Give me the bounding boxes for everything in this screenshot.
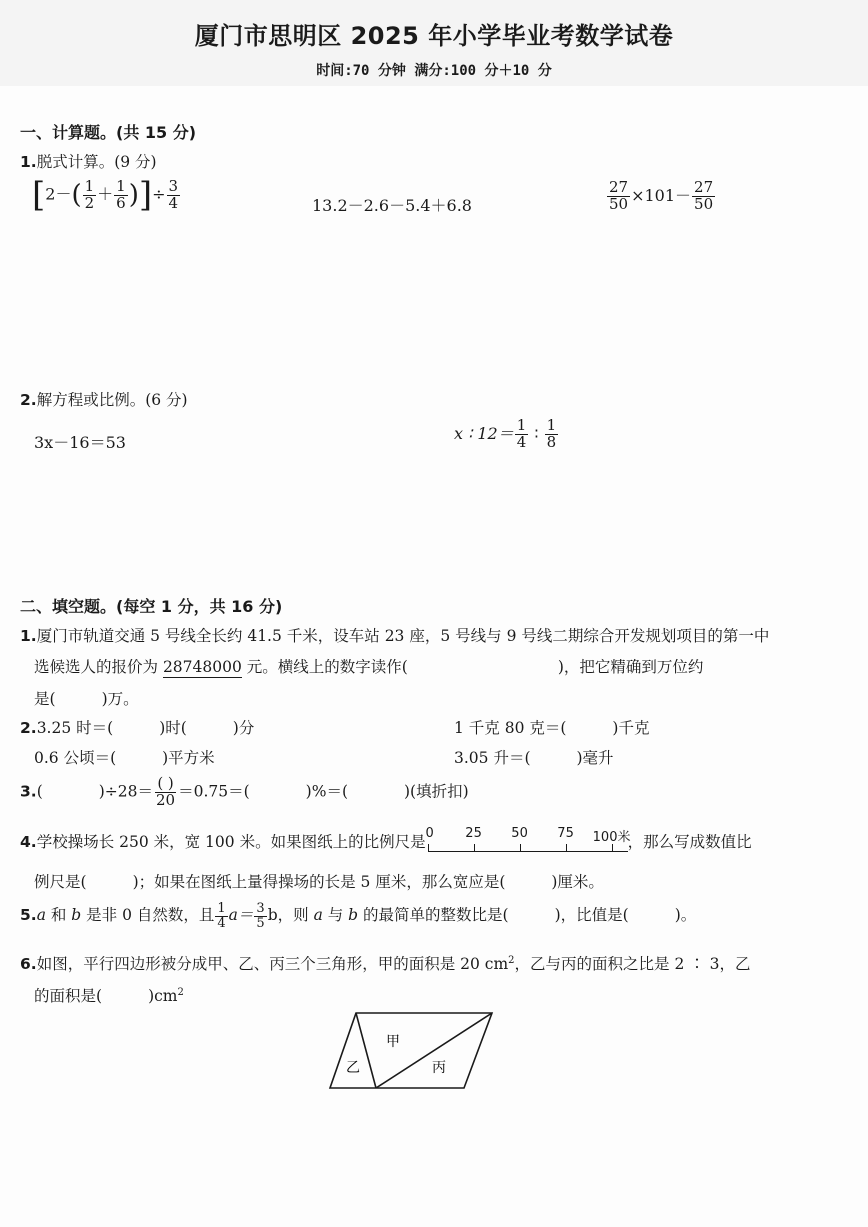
expr-a-lead: 2－ [45,184,72,204]
s2-q4-line2 [34,870,604,892]
s1-q2-eq-b [454,418,559,451]
text: a＝ [228,906,254,925]
text: )万。 [101,690,139,708]
text: 3.05 升＝( [454,749,531,767]
fraction [515,418,529,451]
s2-q1-text: 厦门市轨道交通 5 号线全长约 41.5 千米，设车站 23 座，5 号线与 9 号线二期综合开发规划项目的第一中 [36,627,770,645]
exam-info: 时间:70 分钟 满分:100 分＋10 分 [316,63,552,79]
frac-num: 1 [84,176,95,195]
ruler-tick [428,844,429,852]
fraction [167,176,181,212]
text: 和 [45,906,72,925]
s1-q1-text: 脱式计算。(9 分) [36,153,157,171]
label-jia: 甲 [386,1034,400,1050]
s2-q1-line2 [34,655,703,677]
frac-den: 2 [84,193,95,212]
frac-den: 4 [168,193,179,212]
s1-q2-num: 2. [20,391,37,409]
ruler-line [428,851,628,852]
frac-den: 50 [609,194,629,213]
text: ＝0.75＝( [178,782,250,801]
frac-den: 6 [116,193,126,212]
scale-ruler [425,826,631,860]
right-paren: ) [128,180,139,210]
section2-heading: 二、填空题。(每空 1 分，共 16 分) [20,597,283,616]
text: b，则 [267,906,314,925]
s1-q1-expr-a [32,175,181,215]
text: )cm [148,987,178,1005]
var-a: a [313,906,323,925]
ruler-tick [474,844,475,852]
s1-q1-num: 1. [20,153,37,171]
text: )分 [232,719,255,737]
frac-num: 1 [546,416,557,434]
fraction [114,176,128,212]
fraction [83,176,97,212]
s2-q2-b [454,716,649,738]
text: ( [36,782,43,801]
text: ，乙与丙的面积之比是 2 ∶ 3，乙 [514,955,751,973]
s2-q5 [20,902,696,930]
frac-num: 1 [116,176,126,195]
text: 选候选人的报价为 [34,658,163,676]
var-a: a [36,906,46,925]
frac-den: 50 [694,194,714,213]
ruler-label: 75 [557,826,574,841]
s2-q2-d [454,746,614,768]
s1-q2-text: 解方程或比例。(6 分) [36,391,188,409]
fraction [215,902,227,930]
s2-q6-line1 [20,952,751,974]
text: )。 [674,906,697,925]
superscript: 2 [177,986,184,998]
text: )÷28＝ [98,782,154,801]
s2-q2-a [20,716,254,738]
frac-den: 5 [256,915,265,931]
s2-q4-line1 [20,826,752,860]
s1-q2-eq-a: 3x－16＝53 [34,433,126,452]
s1-q1-title [20,150,157,172]
parallelogram-figure [326,1010,496,1092]
diagonal-line [376,1013,492,1088]
plus-sign: ＋ [97,184,114,204]
s1-q2-title [20,388,188,410]
s2-q1-line3 [34,687,139,709]
left-paren: ( [71,180,82,210]
s1-q1-expr-b: 13.2－2.6－5.4＋6.8 [312,196,472,215]
frac-den: 4 [516,432,527,451]
s2-q4-num: 4. [20,833,37,851]
text: )，比值是( [554,906,629,925]
s2-q6-num: 6. [20,955,37,973]
ruler-tick [520,844,521,852]
text: )%＝( [305,782,348,801]
s2-q6-line2 [34,984,184,1006]
text: ，那么写成数值比 [627,833,752,851]
text: )；如果在图纸上量得操场的长是 5 厘米，那么宽应是( [132,873,506,891]
s2-q3-num: 3. [20,782,37,801]
var-b: b [348,906,359,925]
text: 的面积是( [34,987,103,1005]
fraction [254,902,266,930]
text: )平方米 [162,749,215,767]
frac-den: 8 [546,432,557,451]
left-bracket: [ [32,175,46,215]
frac-den: 20 [156,790,176,809]
expr-c-mid: ×101－ [631,185,692,205]
text: 是( [34,690,56,708]
text: 与 [322,906,349,925]
text: 1 千克 80 克＝( [454,719,567,737]
s2-q5-num: 5. [20,906,37,925]
underlined-number: 28748000 [162,658,242,676]
s1-q1-expr-c [606,180,716,213]
text: 3.25 时＝( [36,719,114,737]
frac-num: 1 [217,901,226,916]
text: )毫升 [576,749,614,767]
div-sign: ÷ [152,184,166,204]
s2-q2-c [34,746,215,768]
text: 元。横线上的数字读作( [241,658,408,676]
frac-num-blank[interactable]: ( ) [157,774,174,792]
page-title: 厦门市思明区 2025 年小学毕业考数学试卷 [194,22,674,50]
parallelogram-outline [330,1013,492,1088]
fraction [154,776,177,809]
text: 如图，平行四边形被分成甲、乙、丙三个三角形，甲的面积是 20 cm [36,955,509,973]
frac-num: 3 [168,176,179,195]
text: )厘米。 [551,873,604,891]
text: 是非 0 自然数，且 [81,906,215,925]
ruler-tick [612,844,613,852]
frac-num: 27 [609,178,629,196]
fraction [607,180,630,213]
fraction [692,180,715,213]
text: )千克 [612,719,650,737]
text: 例尺是( [34,873,87,891]
label-yi: 乙 [346,1060,360,1076]
right-bracket: ] [138,175,153,215]
s2-q1-num: 1. [20,627,37,645]
ruler-tick [566,844,567,852]
ruler-label: 25 [465,826,482,841]
divider-line [356,1013,376,1088]
text: 学校操场长 250 米，宽 100 米。如果图纸上的比例尺是 [36,833,426,851]
text: 0.6 公顷＝( [34,749,117,767]
text: 的最简单的整数比是( [358,906,509,925]
label-bing: 丙 [432,1060,446,1076]
text: )(填折扣) [404,782,469,801]
frac-num: 3 [256,901,265,916]
s2-q3 [20,776,469,809]
frac-den: 4 [217,915,226,931]
ruler-label: 50 [511,826,528,841]
s2-q1-line1 [20,624,769,646]
superscript: 2 [508,954,515,966]
text: )，把它精确到万位约 [557,658,704,676]
eq-b-lead: x ∶ 12＝ [454,423,514,443]
ruler-label: 100米 [592,830,631,845]
frac-num: 1 [516,416,527,434]
ruler-label: 0 [425,826,434,841]
colon: ∶ [529,423,544,443]
s2-q2-num: 2. [20,719,37,737]
text: )时( [159,719,187,737]
frac-num: 27 [694,178,714,196]
section1-heading: 一、计算题。(共 15 分) [20,123,197,142]
var-b: b [71,906,82,925]
fraction [545,418,559,451]
